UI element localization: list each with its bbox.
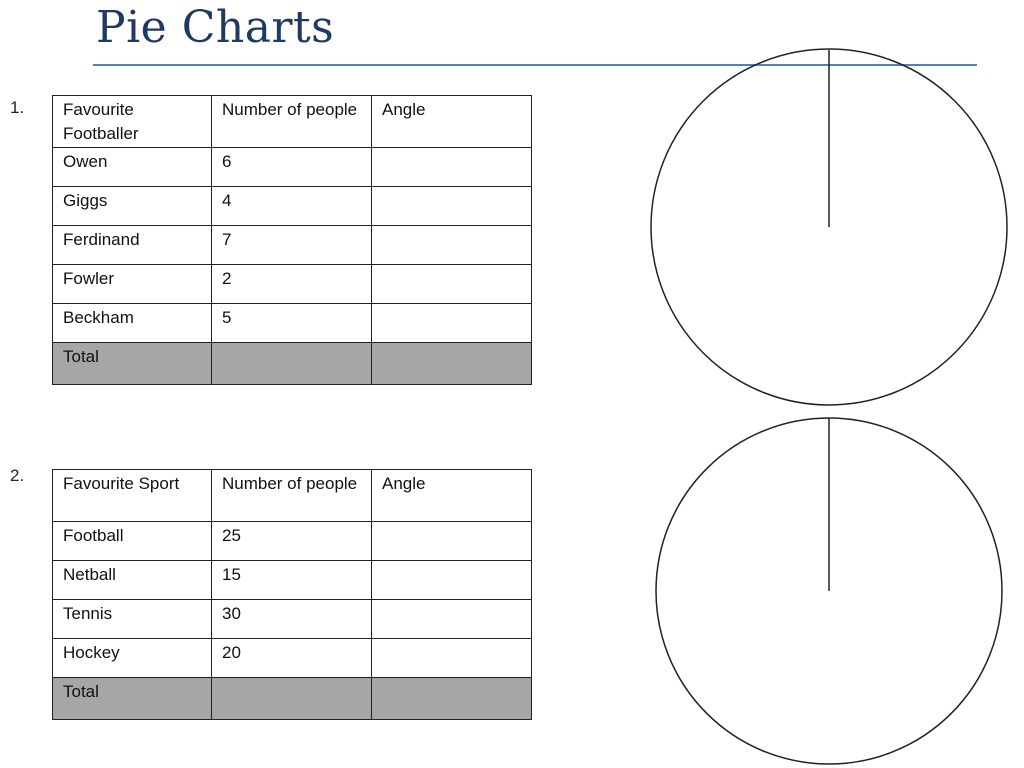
row-label: Football (53, 522, 212, 561)
question-1-number: 1. (10, 98, 25, 117)
row-value: 6 (212, 148, 372, 187)
row-value: 25 (212, 522, 372, 561)
row-value: 5 (212, 304, 372, 343)
table-row (53, 561, 532, 600)
row-label: Giggs (53, 187, 212, 226)
page-title: Pie Charts (96, 2, 335, 53)
header-cell: Favourite Sport (53, 470, 212, 522)
header-cell: Number of people (212, 470, 372, 522)
table-row (53, 265, 532, 304)
total-label: Total (53, 343, 212, 385)
total-row (53, 678, 532, 720)
angle-answer-cell[interactable] (372, 304, 532, 343)
row-label: Tennis (53, 600, 212, 639)
table-header-row (53, 96, 532, 148)
header-cell: Number of people (212, 96, 372, 148)
pie-chart-2-blank (646, 416, 1012, 768)
row-value: 2 (212, 265, 372, 304)
row-label: Owen (53, 148, 212, 187)
table-header-row (53, 470, 532, 522)
row-value: 20 (212, 639, 372, 678)
total-row (53, 343, 532, 385)
question-2-table (52, 469, 532, 720)
row-label: Hockey (53, 639, 212, 678)
header-cell: Angle (372, 96, 532, 148)
table-row (53, 148, 532, 187)
angle-answer-cell[interactable] (372, 187, 532, 226)
row-label: Netball (53, 561, 212, 600)
total-value-cell[interactable] (212, 343, 372, 385)
header-cell: Angle (372, 470, 532, 522)
total-angle-cell[interactable] (372, 343, 532, 385)
angle-answer-cell[interactable] (372, 561, 532, 600)
row-value: 7 (212, 226, 372, 265)
table-row (53, 226, 532, 265)
total-value-cell[interactable] (212, 678, 372, 720)
total-angle-cell[interactable] (372, 678, 532, 720)
table-row (53, 522, 532, 561)
row-value: 30 (212, 600, 372, 639)
table-row (53, 187, 532, 226)
header-cell: Favourite Footballer (53, 96, 212, 148)
question-1-table (52, 95, 532, 385)
angle-answer-cell[interactable] (372, 148, 532, 187)
table-row (53, 639, 532, 678)
angle-answer-cell[interactable] (372, 265, 532, 304)
angle-answer-cell[interactable] (372, 639, 532, 678)
row-label: Fowler (53, 265, 212, 304)
row-value: 15 (212, 561, 372, 600)
angle-answer-cell[interactable] (372, 600, 532, 639)
row-label: Ferdinand (53, 226, 212, 265)
row-value: 4 (212, 187, 372, 226)
angle-answer-cell[interactable] (372, 226, 532, 265)
angle-answer-cell[interactable] (372, 522, 532, 561)
table-row (53, 304, 532, 343)
question-2-number: 2. (10, 466, 25, 485)
table-row (53, 600, 532, 639)
pie-chart-1-blank (646, 52, 1012, 404)
row-label: Beckham (53, 304, 212, 343)
total-label: Total (53, 678, 212, 720)
